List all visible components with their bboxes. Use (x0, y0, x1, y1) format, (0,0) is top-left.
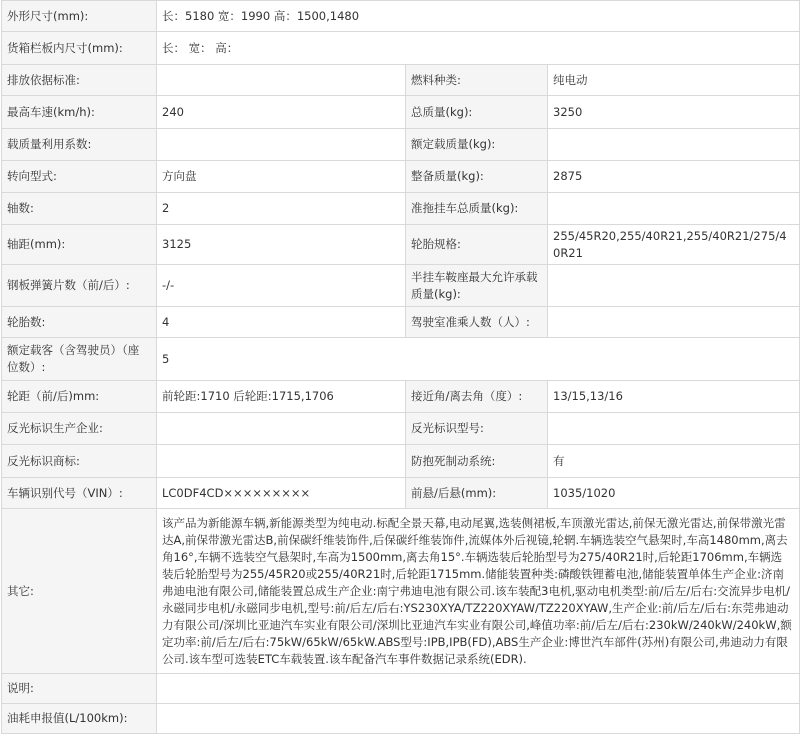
value-fuel-consumption (157, 704, 800, 734)
label-steering-type: 转向型式: (2, 161, 157, 193)
label-wheelbase: 轴距(mm): (2, 225, 157, 265)
label-dimensions: 外形尺寸(mm): (2, 1, 157, 32)
label-saddle-load: 半挂车鞍座最大允许承载质量(kg): (406, 265, 548, 307)
label-abs: 防抱死制动系统: (406, 445, 548, 478)
value-trailer-mass (548, 193, 800, 225)
label-curb-mass: 整备质量(kg): (406, 161, 548, 193)
value-track-width: 前轮距:1710 后轮距:1715,1706 (157, 381, 406, 413)
label-fuel-type: 燃料种类: (406, 65, 548, 96)
label-rated-seats: 额定载客（含驾驶员）（座位数）: (2, 338, 157, 381)
spec-table (1, 0, 800, 734)
label-reflective-model: 反光标识型号: (406, 413, 548, 445)
value-tire-spec: 255/45R20,255/40R21,255/40R21/275/40R21 (548, 225, 800, 265)
row-other (2, 509, 800, 674)
value-axle-count: 2 (157, 193, 406, 225)
label-leaf-springs: 钢板弹簧片数（前/后）: (2, 265, 157, 307)
value-steering-type: 方向盘 (157, 161, 406, 193)
label-tire-count: 轮胎数: (2, 307, 157, 338)
value-emission-standard (157, 65, 406, 96)
value-fuel-type: 纯电动 (548, 65, 800, 96)
value-curb-mass: 2875 (548, 161, 800, 193)
row-track-angles (2, 381, 800, 413)
label-cab-passengers: 驾驶室准乘人数（人）: (406, 307, 548, 338)
label-load-utilization: 载质量利用系数: (2, 129, 157, 161)
value-wheelbase: 3125 (157, 225, 406, 265)
row-load (2, 129, 800, 161)
value-leaf-springs: -/- (157, 265, 406, 307)
value-rated-load (548, 129, 800, 161)
label-fuel-consumption: 油耗申报值(L/100km): (2, 704, 157, 734)
row-emission-fuel (2, 65, 800, 96)
value-rated-seats: 5 (157, 338, 800, 381)
label-axle-count: 轴数: (2, 193, 157, 225)
label-reflective-maker: 反光标识生产企业: (2, 413, 157, 445)
row-notes (2, 674, 800, 704)
row-cargo-box (2, 32, 800, 65)
value-total-mass: 3250 (548, 96, 800, 129)
value-max-speed: 240 (157, 96, 406, 129)
value-saddle-load (548, 265, 800, 307)
value-notes (157, 674, 800, 704)
label-tire-spec: 轮胎规格: (406, 225, 548, 265)
row-tires-cab (2, 307, 800, 338)
label-vin: 车辆识别代号（VIN）: (2, 478, 157, 509)
value-vin: LC0DF4CD××××××××× (157, 478, 406, 509)
label-emission-standard: 排放依据标准: (2, 65, 157, 96)
row-steering-curb (2, 161, 800, 193)
row-wheelbase-tires (2, 225, 800, 265)
value-tire-count: 4 (157, 307, 406, 338)
value-reflective-model (548, 413, 800, 445)
value-reflective-brand (157, 445, 406, 478)
label-overhang: 前悬/后悬(mm): (406, 478, 548, 509)
value-cab-passengers (548, 307, 800, 338)
value-dimensions: 长：5180 宽：1990 高：1500,1480 (157, 1, 800, 32)
label-track-width: 轮距（前/后)mm: (2, 381, 157, 413)
row-speed-mass (2, 96, 800, 129)
label-reflective-brand: 反光标识商标: (2, 445, 157, 478)
value-reflective-maker (157, 413, 406, 445)
label-approach-departure: 接近角/离去角（度）: (406, 381, 548, 413)
row-fuel-consumption (2, 704, 800, 734)
row-vin-overhang (2, 478, 800, 509)
row-axles-trailer (2, 193, 800, 225)
value-overhang: 1035/1020 (548, 478, 800, 509)
row-brand-abs (2, 445, 800, 478)
row-dimensions (2, 1, 800, 32)
label-other: 其它: (2, 509, 157, 674)
label-max-speed: 最高车速(km/h): (2, 96, 157, 129)
row-springs-saddle (2, 265, 800, 307)
value-cargo-box: 长： 宽： 高： (157, 32, 800, 65)
value-load-utilization (157, 129, 406, 161)
value-abs: 有 (548, 445, 800, 478)
row-reflective (2, 413, 800, 445)
value-approach-departure: 13/15,13/16 (548, 381, 800, 413)
label-rated-load: 额定载质量(kg): (406, 129, 548, 161)
label-cargo-box: 货箱栏板内尺寸(mm): (2, 32, 157, 65)
label-trailer-mass: 准拖挂车总质量(kg): (406, 193, 548, 225)
value-other: 该产品为新能源车辆,新能源类型为纯电动.标配全景天幕,电动尾翼,选装侧裙板,车顶激光雷达,前保无激光雷达,前保带激光雷达A,前保带激光雷达B,前保碳纤维装饰件,后保碳纤维装饰件,流媒体外后视镜,轮辋.车辆选装空气悬架时,车高1480mm,离去角16°,车辆不选装空气悬架时,车高为1500mm,离去角15°.车辆选装后轮胎型号为275/40R21时,后轮距1706mm,车辆选装后轮胎型号为255/45R20或255/40R21时,后轮距1715mm.储能装置种类:磷酸铁锂蓄电池,储能装置单体生产企业:济南弗迪电池有限公司,储能装置总成生产企业:南宁弗迪电池有限公司.该车装配3电机,驱动电机类型:前/后左/后右:交流异步电机/永磁同步电机/永磁同步电机,型号:前/后左/后右:YS230XYA/TZ220XYAW/TZ220XYAW,生产企业:前/后左/后右:东莞弗迪动力有限公司/深圳比亚迪汽车实业有限公司/深圳比亚迪汽车实业有限公司,峰值功率:前/后左/后右:230kW/240kW/240kW,额定功率:前/后左/后右:75kW/65kW/65kW.ABS型号:IPB,IPB(FD),ABS生产企业:博世汽车部件(苏州)有限公司,弗迪动力有限公司.该车型可选装ETC车载装置.该车配备汽车事件数据记录系统(EDR). (157, 509, 800, 674)
row-seats (2, 338, 800, 381)
label-notes: 说明: (2, 674, 157, 704)
label-total-mass: 总质量(kg): (406, 96, 548, 129)
